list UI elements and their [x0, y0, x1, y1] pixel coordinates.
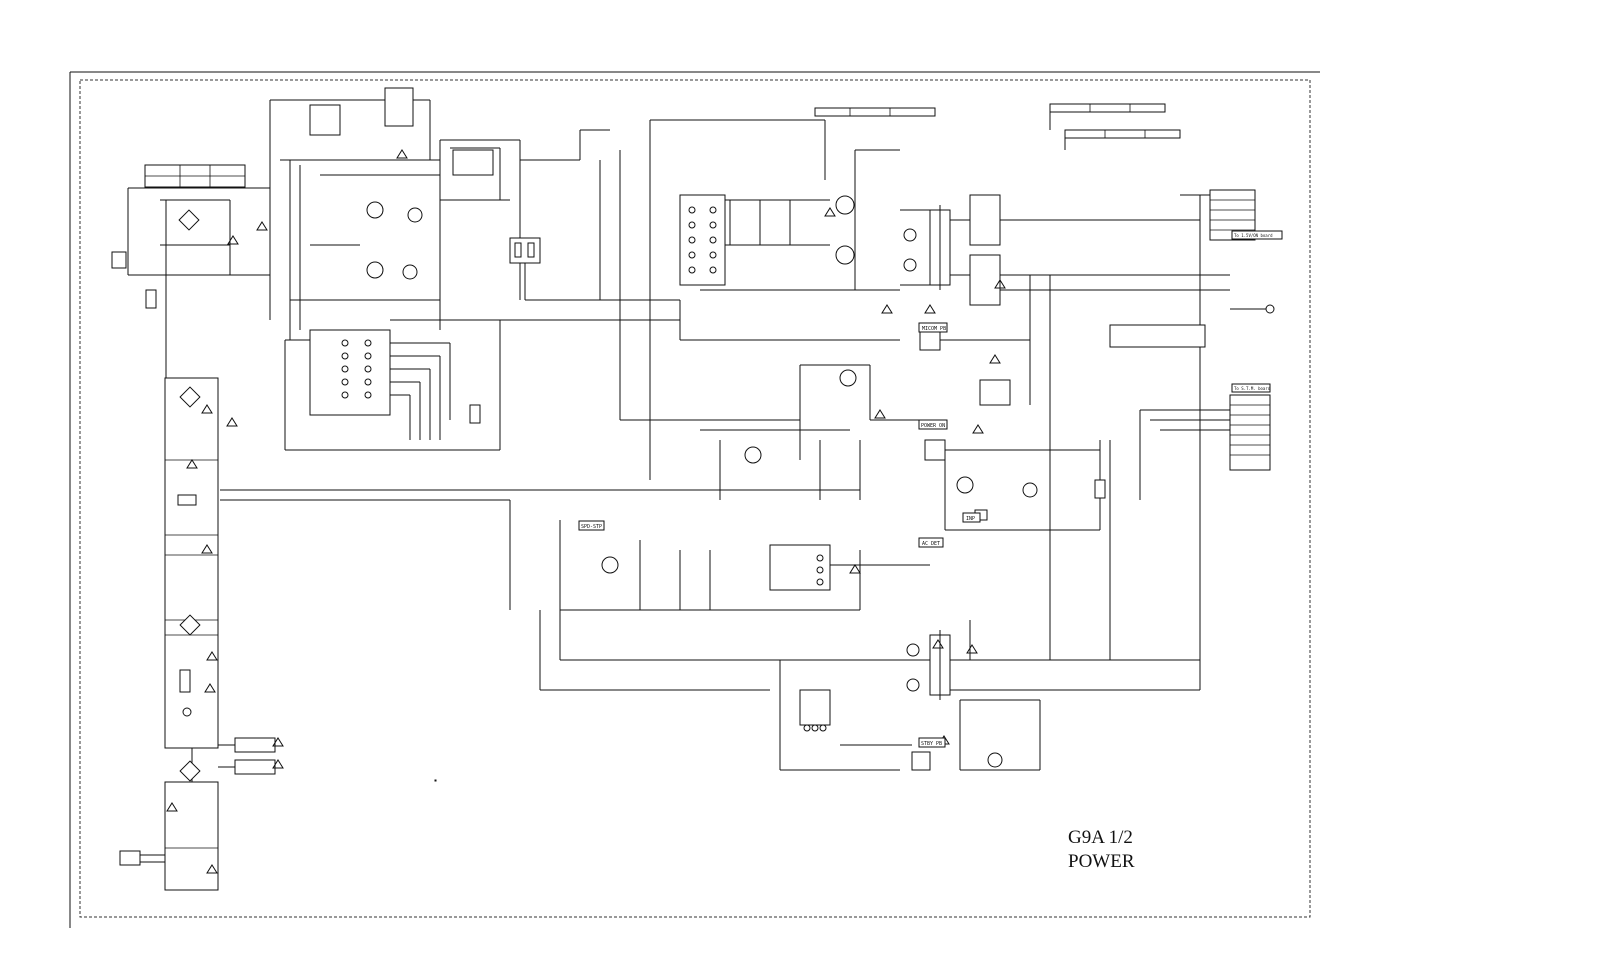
svg-text:To S.T.M. board: To S.T.M. board — [1234, 386, 1271, 391]
tag-ac-det — [919, 538, 943, 547]
sheet-title — [1068, 826, 1135, 874]
tag-inp — [963, 513, 980, 522]
right-connector-block — [1110, 395, 1270, 690]
supervisor-ic-block — [220, 440, 930, 690]
svg-text:INP: INP — [966, 516, 976, 522]
svg-text:To 1.5V/ON board: To 1.5V/ON board — [1234, 233, 1273, 238]
standby-converter-block — [560, 620, 1200, 770]
tag-spd-stp — [579, 521, 604, 530]
tag-to-board-top — [1232, 231, 1282, 239]
sheet-title-model: G9A 1/2 — [1068, 827, 1133, 848]
pfc-control-block — [270, 88, 610, 340]
controller-ic-block — [285, 238, 680, 450]
safety-warning-icons — [167, 150, 1005, 873]
svg-text:POWER ON: POWER ON — [921, 423, 946, 429]
svg-text:AC DET: AC DET — [922, 541, 941, 547]
spec-tables — [815, 104, 1205, 347]
output-transformer-block — [900, 190, 1274, 660]
svg-text:STBY PB: STBY PB — [921, 741, 943, 747]
svg-text:SPD-STP: SPD-STP — [581, 524, 603, 530]
opto-power-on-block — [700, 320, 1100, 530]
tag-power-on — [919, 420, 947, 429]
sheet-title-section: POWER — [1068, 851, 1135, 872]
tag-stby-pb — [919, 738, 945, 747]
left-input-chain — [120, 200, 275, 890]
svg-text:MICOM PB: MICOM PB — [922, 326, 947, 332]
ac-input-block — [112, 100, 270, 320]
tag-micom-pb — [919, 323, 947, 332]
tag-to-board-mid — [1232, 384, 1271, 392]
